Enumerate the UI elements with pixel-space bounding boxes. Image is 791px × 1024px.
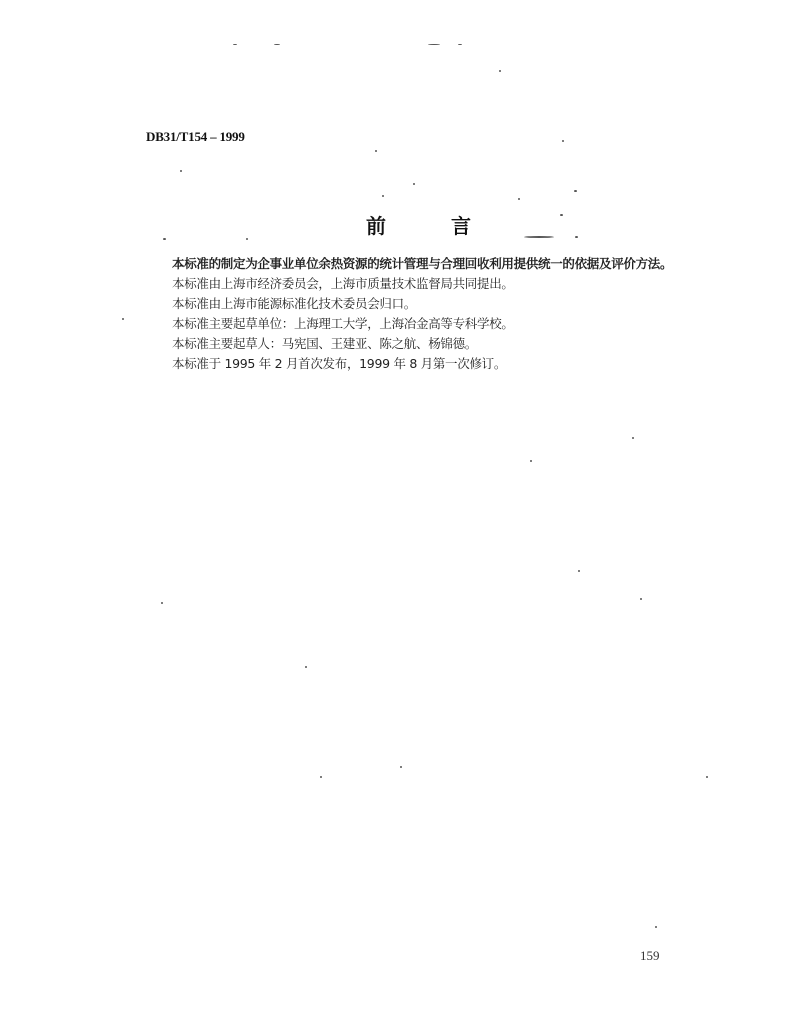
scan-speck xyxy=(413,183,415,185)
scan-speck xyxy=(122,318,124,320)
preface-paragraph: 本标准主要起草单位：上海理工大学，上海冶金高等专科学校。 xyxy=(172,316,514,331)
scan-speck xyxy=(524,236,554,238)
preface-paragraph: 本标准的制定为企事业单位余热资源的统计管理与合理回收利用提供统一的依据及评价方法。 xyxy=(172,256,673,271)
scan-speck xyxy=(518,198,520,200)
scan-speck xyxy=(574,190,577,192)
scan-speck xyxy=(706,776,708,778)
scan-speck xyxy=(575,236,578,238)
scan-speck xyxy=(305,666,307,668)
scan-speck xyxy=(499,70,501,72)
preface-title xyxy=(0,210,791,240)
preface-paragraph: 本标准由上海市能源标准化技术委员会归口。 xyxy=(172,296,417,311)
preface-paragraph: 本标准于 1995 年 2 月首次发布，1999 年 8 月第一次修订。 xyxy=(172,356,507,371)
scan-speck xyxy=(632,437,634,439)
scan-speck xyxy=(530,460,532,462)
scan-speck xyxy=(375,150,377,152)
scan-speck xyxy=(233,44,237,45)
preface-title-char-2: 言 xyxy=(451,214,471,238)
preface-paragraph: 本标准由上海市经济委员会，上海市质量技术监督局共同提出。 xyxy=(172,276,514,291)
scan-speck xyxy=(655,926,657,928)
scan-speck xyxy=(246,238,248,240)
scan-speck xyxy=(560,214,563,216)
scan-speck xyxy=(382,195,384,197)
preface-title-char-1: 前 xyxy=(366,214,386,238)
scan-speck xyxy=(400,766,402,768)
scan-speck xyxy=(161,602,163,604)
scan-speck xyxy=(640,598,642,600)
scan-speck xyxy=(320,776,322,778)
scan-speck xyxy=(458,44,462,45)
page-number: 159 xyxy=(640,948,660,963)
scan-speck xyxy=(562,140,564,142)
scan-speck xyxy=(428,44,440,45)
preface-paragraph: 本标准主要起草人：马宪国、王建亚、陈之航、杨锦德。 xyxy=(172,336,478,351)
scan-speck xyxy=(274,44,280,45)
standard-code: DB31/T154 – 1999 xyxy=(146,129,245,144)
preface-body xyxy=(146,254,706,374)
scan-speck xyxy=(163,238,166,240)
scan-speck xyxy=(180,170,182,172)
scan-speck xyxy=(578,570,580,572)
